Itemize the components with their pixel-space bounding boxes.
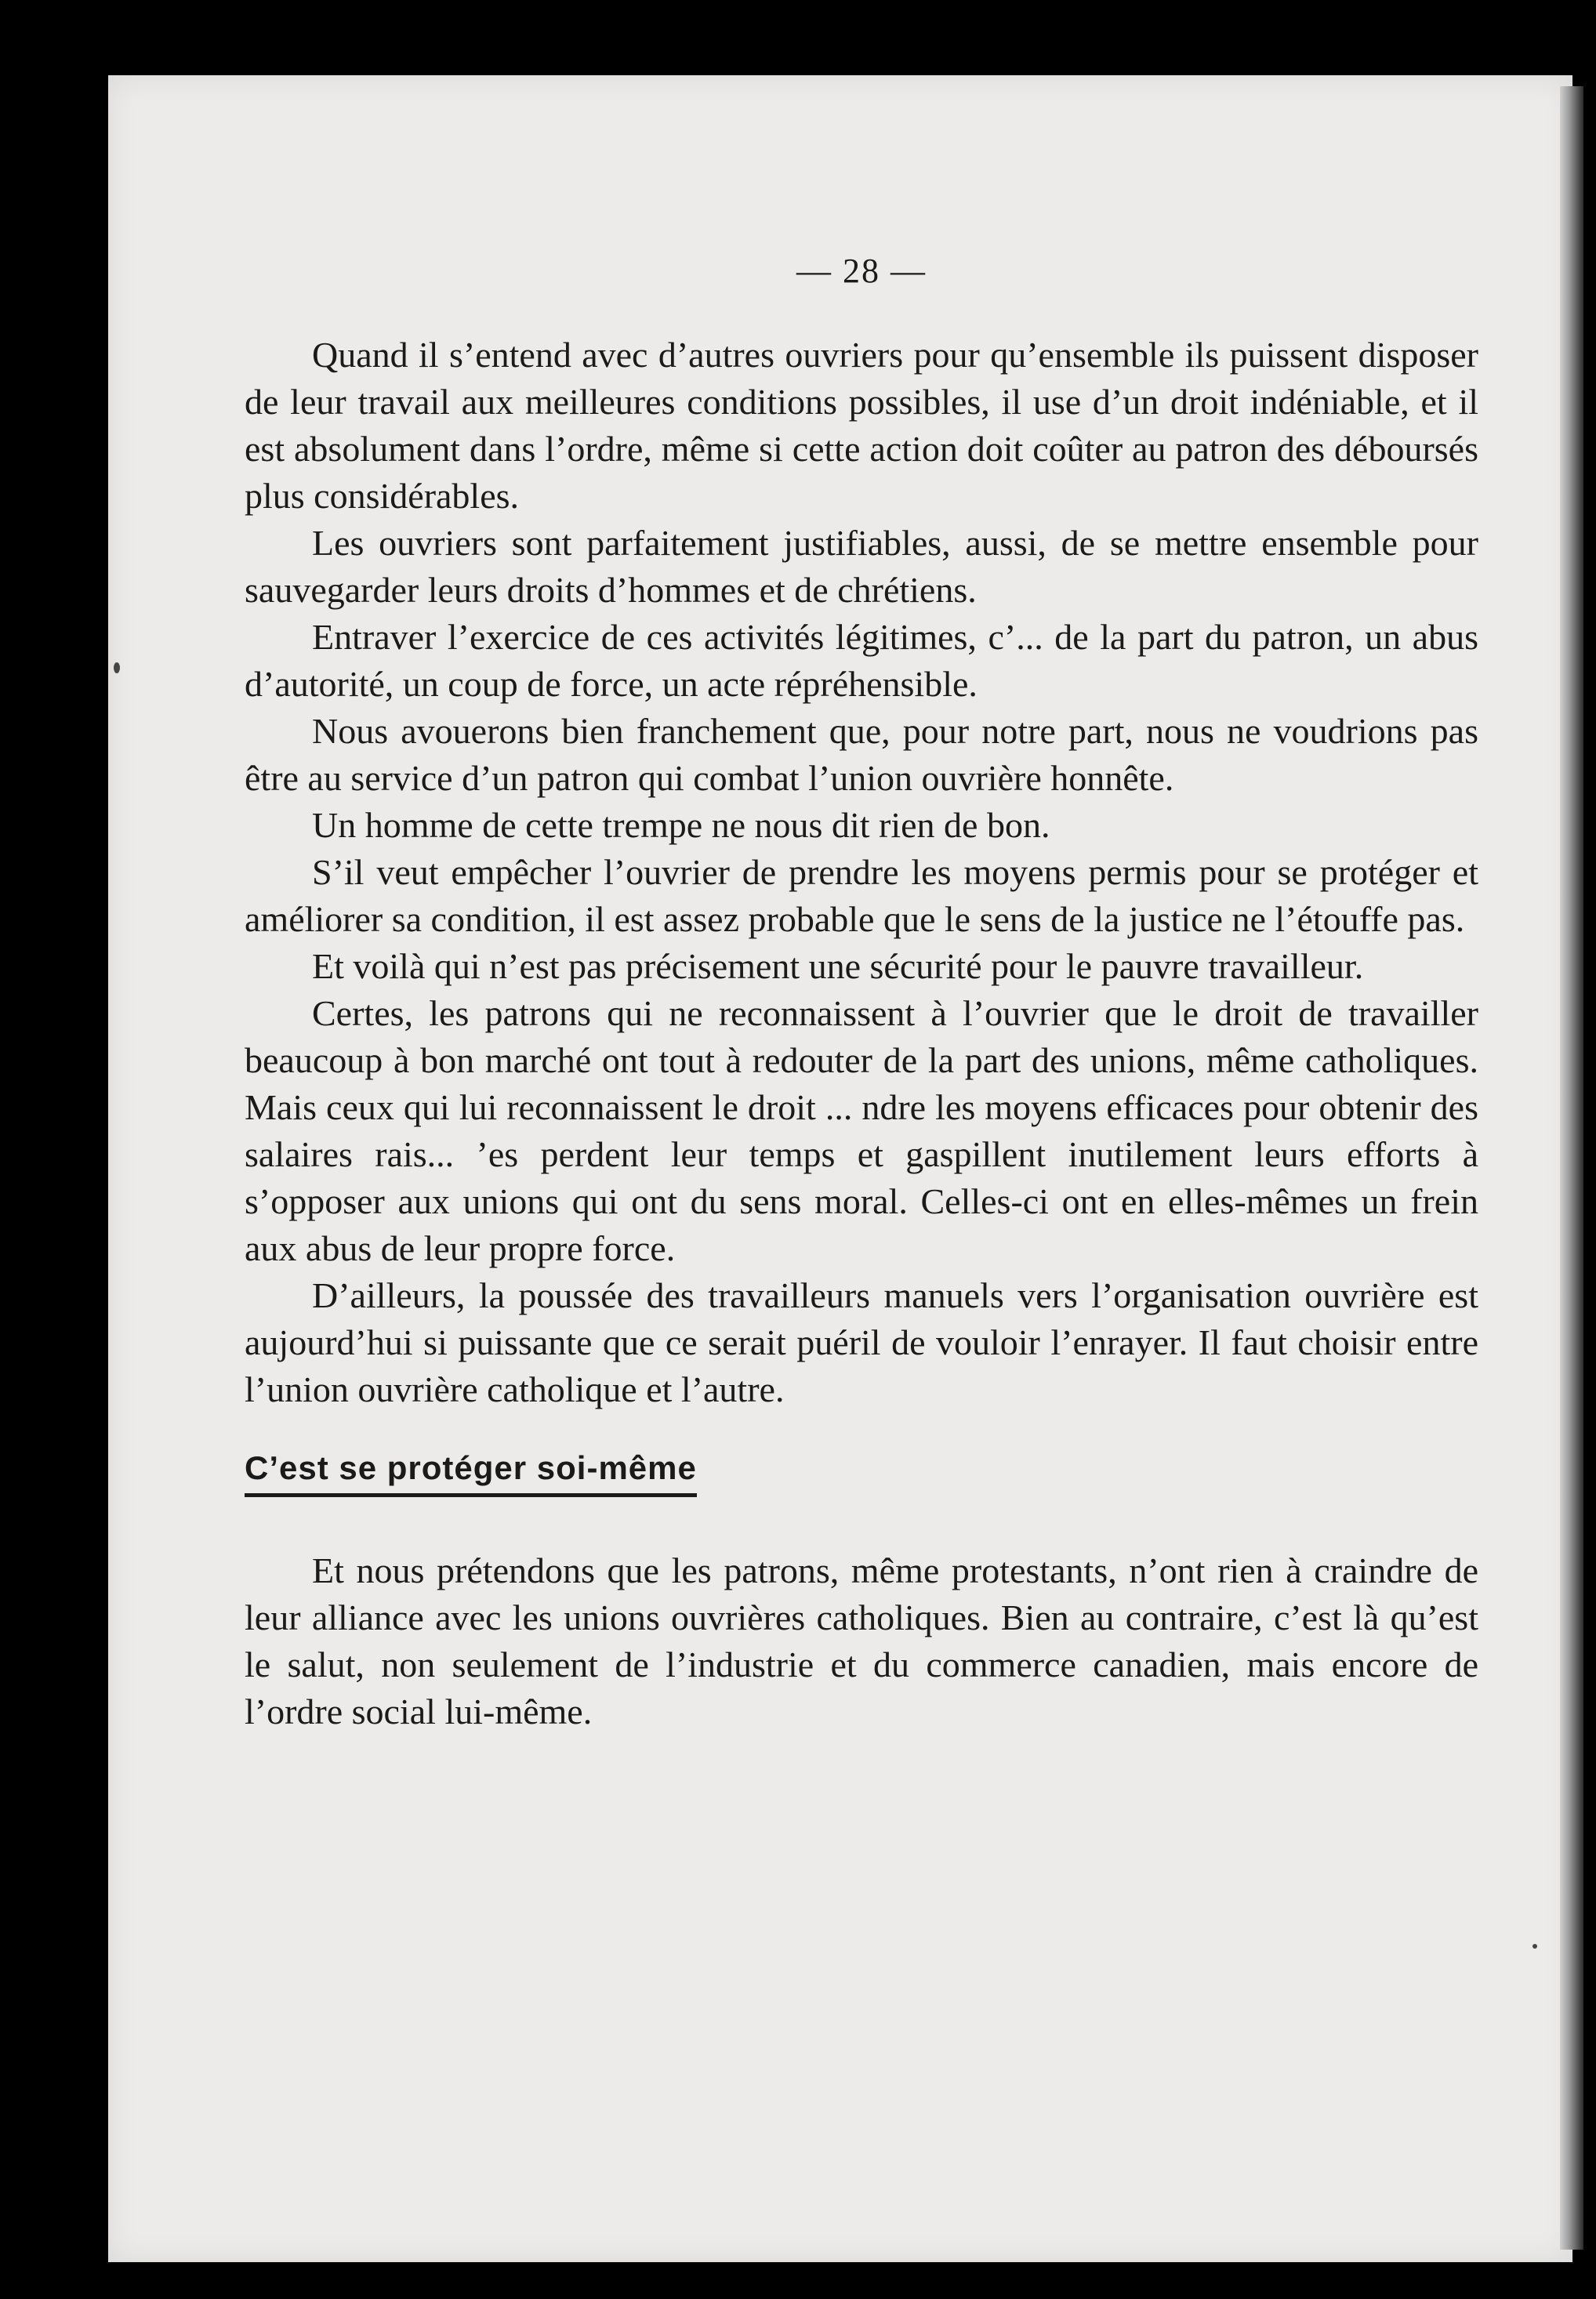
page-number: — 28 — — [796, 252, 927, 290]
paragraph: Nous avouerons bien franchement que, pour notre part, nous ne voudrions pas être au service d’un patron qui combat l’union ouvrière honnête. — [245, 711, 1478, 798]
paragraph: Un homme de cette trempe ne nous dit rien de bon. — [312, 805, 1050, 845]
paragraph: Et voilà qui n’est pas précisement une sécurité pour le pauvre travailleur. — [312, 946, 1364, 986]
paragraph: Les ouvriers sont parfaitement justifiables, aussi, de se mettre ensemble pour sauvegarder leurs droits d’hommes et de chrétiens. — [245, 523, 1478, 610]
page-text — [245, 251, 1478, 1735]
scan-blemish — [114, 662, 120, 673]
paragraph: Certes, les patrons qui ne reconnaissent à l’ouvrier que le droit de travailler beaucoup à bon marché ont tout à redouter de la part des unions, même catholiques. Mais ceux qui lui reconnaissent le droit ... ndre les moyens efficaces pour obtenir des salaires rais... ’es perdent leur temps et gaspillent inutilement leurs efforts à s’opposer aux unions qui ont du sens moral. Celles-ci ont en elles-mêmes un frein aux abus de leur propre force. — [245, 993, 1478, 1268]
paragraph: S’il veut empêcher l’ouvrier de prendre les moyens permis pour se protéger et améliorer sa condition, il est assez probable que le sens de la justice ne l’étouffe pas. — [245, 852, 1478, 939]
paragraph: Quand il s’entend avec d’autres ouvriers pour qu’ensemble ils puissent disposer de leur travail aux meilleures conditions possibles, il use d’un droit indéniable, et il est absolument dans l’ordre, même si cette action doit coûter au patron des déboursés plus considérables. — [245, 335, 1478, 516]
scan-blemish — [1533, 1944, 1537, 1949]
paragraph: D’ailleurs, la poussée des travailleurs manuels vers l’organisation ouvrière est aujourd’hui si puissante que ce serait puéril de vouloir l’enrayer. Il faut choisir entre l’union ouvrière catholique et l’autre. — [245, 1275, 1478, 1409]
page-edge-shadow — [1560, 86, 1583, 2250]
paragraph: Entraver l’exercice de ces activités légitimes, c’... de la part du patron, un abus d’autorité, un coup de force, un acte répréhensible. — [245, 617, 1478, 704]
section-heading: C’est se protéger soi-même — [245, 1449, 697, 1497]
paragraph: Et nous prétendons que les patrons, même protestants, n’ont rien à craindre de leur alliance avec les unions ouvrières catholiques. Bien au contraire, c’est là qu’est le salut, non seulement de l’industrie et du commerce canadien, mais encore de l’ordre social lui-même. — [245, 1550, 1478, 1732]
